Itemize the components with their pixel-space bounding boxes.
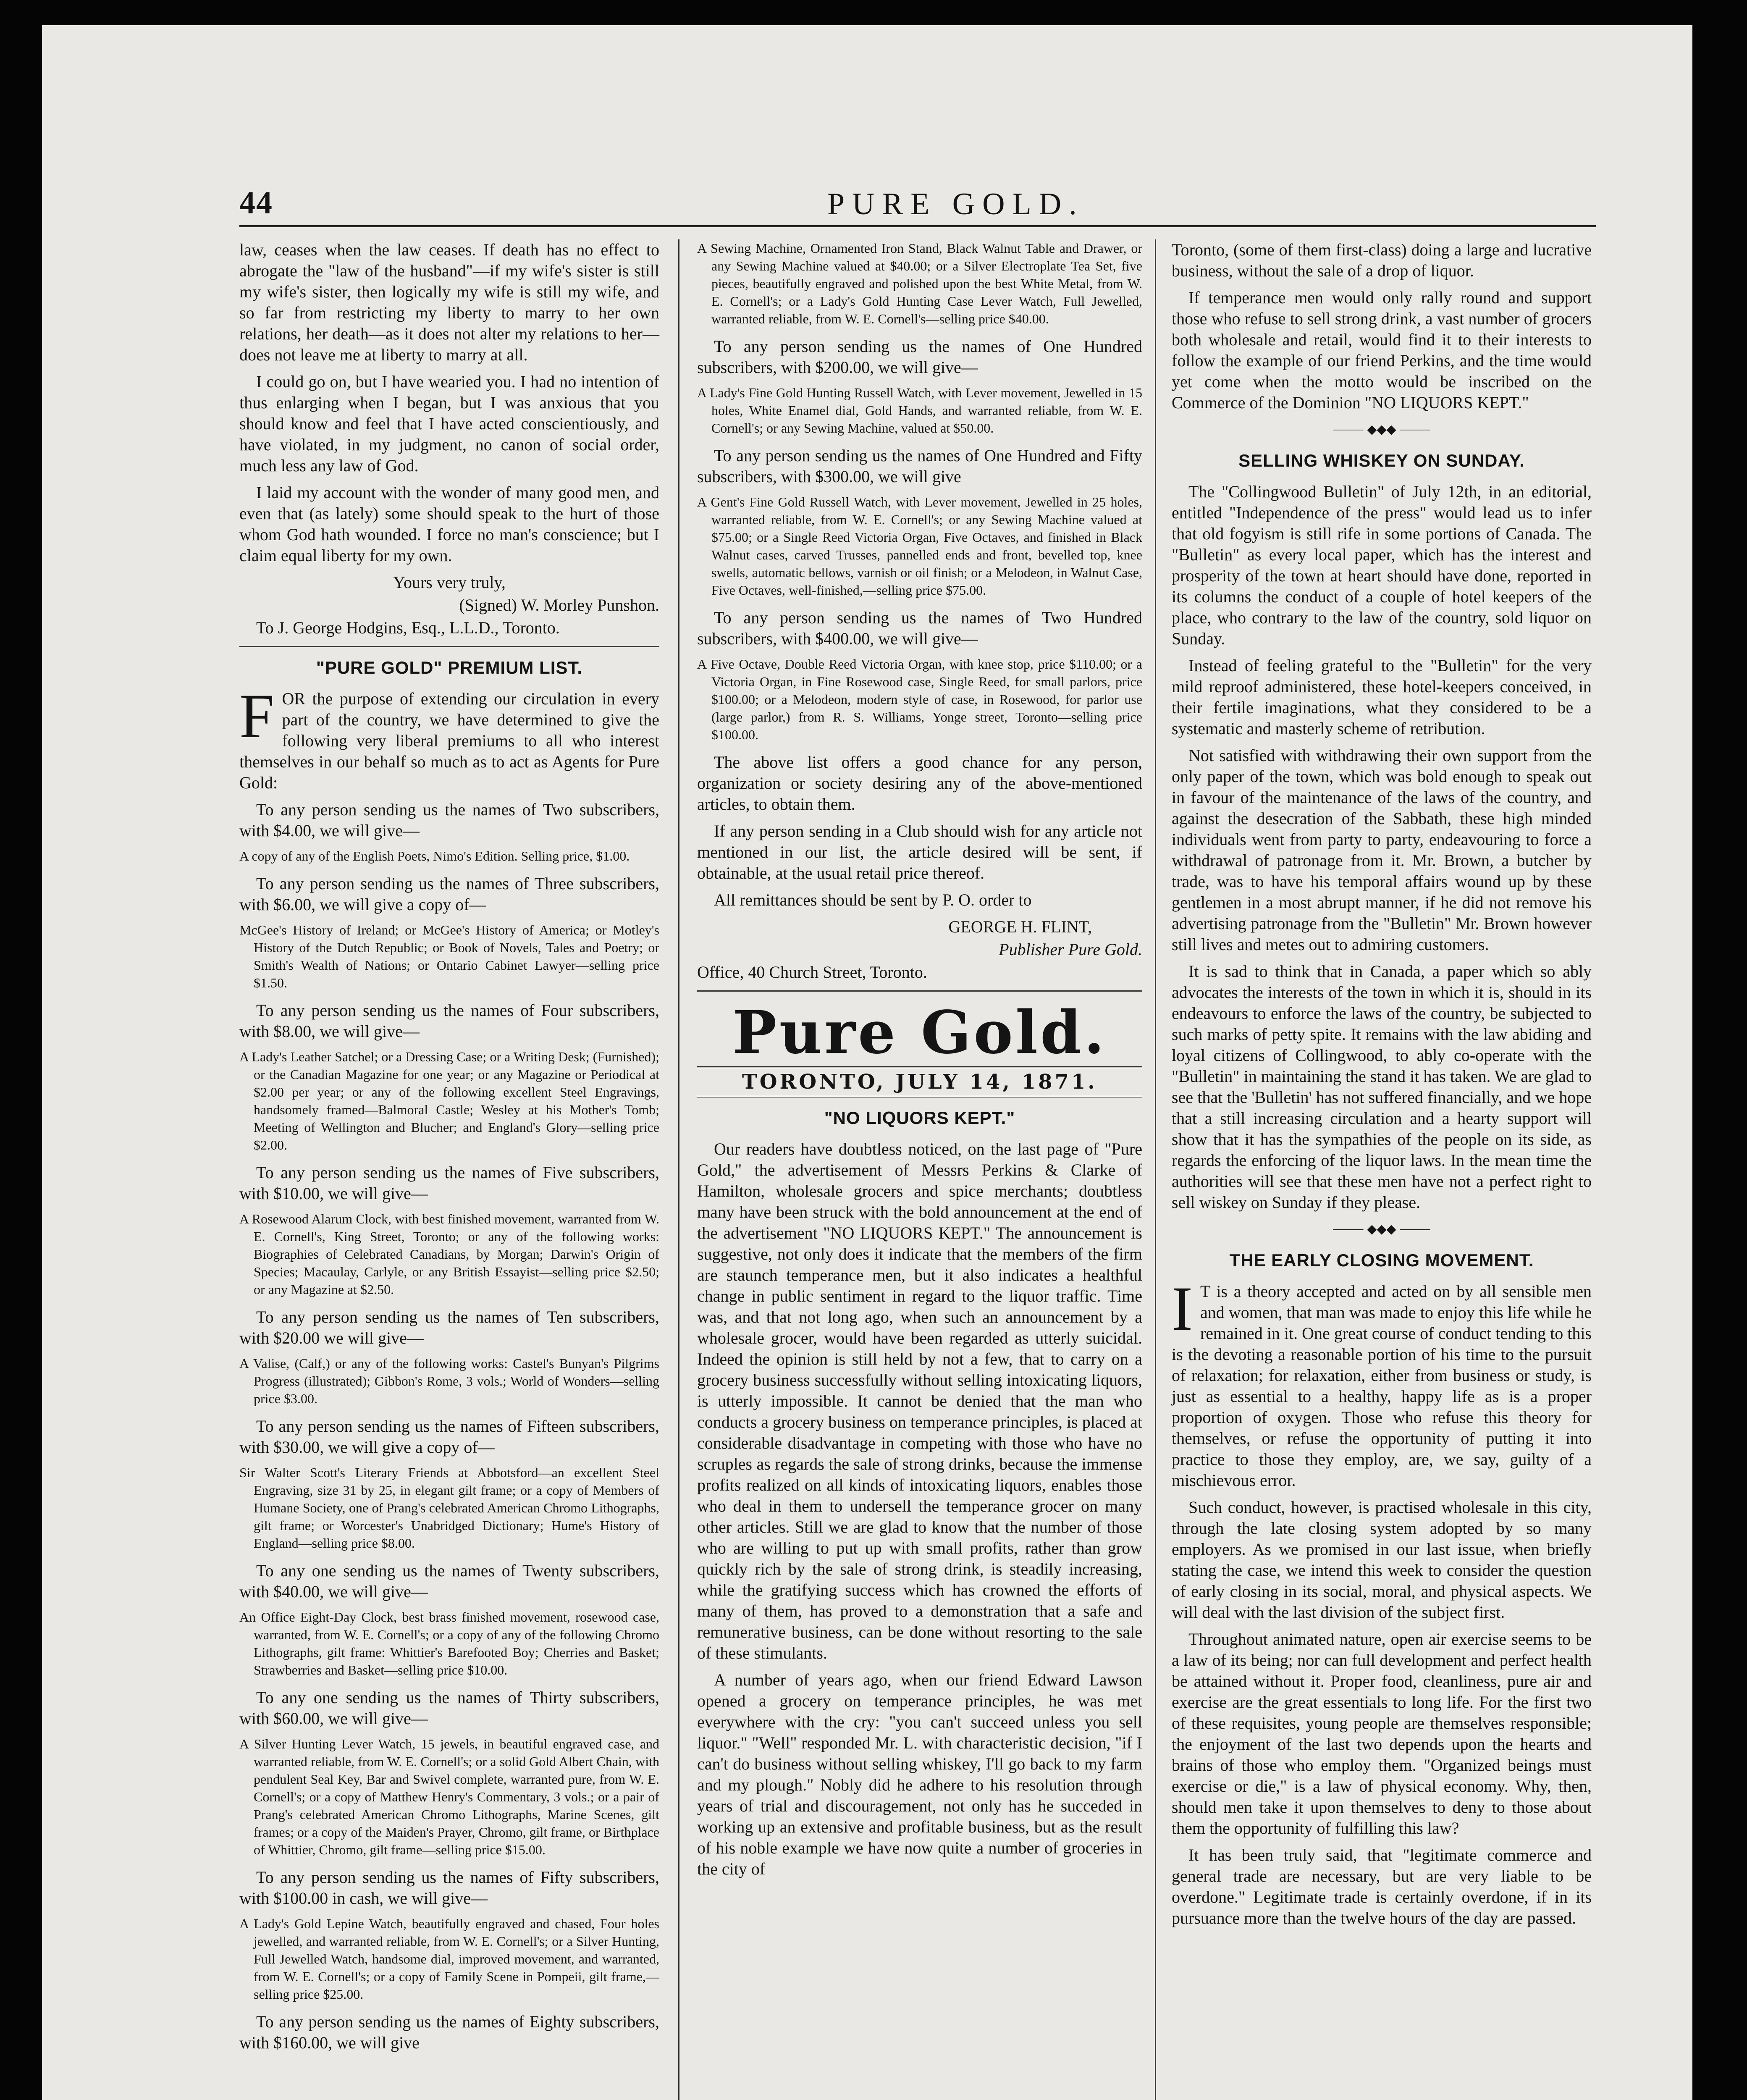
article-paragraph: Toronto, (some of them first-class) doing a large and lucrative business, without the sale of a drop of liquor. (1172, 240, 1592, 280)
letter-paragraph: I laid my account with the wonder of many good men, and even that (as lately) some should speak to the hurt of those whom God hath wounded. I force no man's conscience; but I claim equal liberty for my own. (239, 483, 659, 565)
article-paragraph: Our readers have doubtless noticed, on the last page of "Pure Gold," the advertisement of Messrs Perkins & Clarke of Hamilton, wholesale grocers and spice merchants; doubtless many have been struck with the bold announcement at the end of the advertisement "NO LIQUORS KEPT." The announcement is suggestive, not only does it indicate that the members of the firm are staunch temperance men, but it also indicates a healthful change in public sentiment in regard to the liquor traffic. Time was, and that not long ago, when such an announcement by a wholesale grocer, would have been regarded as utterly suicidal. Indeed the opinion is still held by not a few, that to carry on a grocery business successfully without selling intoxicating liquors, is utterly impossible. It cannot be denied that the man who conducts a grocery business on temperance principles, is placed at considerable disadvantage in competing with those who have no scruples as regards the sale of strong drinks, because the immense profits realized on all kinds of intoxicating liquors, enables those who deal in them to undersell the temperance grocer on many other articles. Still we are glad to know that the number of those who are willing to put up with small profits, rather than grow quickly rich by the sale of strong drink, is steadily increasing, while the gratifying success which has crowned the efforts of many of them, has proved to a demonstration that a safe and remunerative business, can be done without resorting to the sale of these stimulants. (697, 1139, 1142, 1662)
column-2 (697, 239, 1142, 1885)
premium-detail: A Sewing Machine, Ornamented Iron Stand, Black Walnut Table and Drawer, or any Sewing Machine valued at $40.00; or a Silver Electroplate Tea Set, five pieces, beautifully engraved and polished upon the best White Metal, from W. E. Cornell's; or a Lady's Gold Hunting Case Lever Watch, Full Jewelled, warranted reliable, from W. E. Cornell's—selling price $40.00. (697, 241, 1142, 326)
column-rule (1155, 239, 1156, 2100)
premium-offer: To any one sending us the names of Thirty subscribers, with $60.00, we will give— (239, 1688, 659, 1728)
column-rule (678, 239, 679, 2100)
letter-addressee: To J. George Hodgins, Esq., L.L.D., Toronto. (256, 618, 560, 637)
article-paragraph: It is sad to think that in Canada, a paper which so ably advocates the interests of the town in which it is, should in its endeavours to enforce the laws of the country, be subjected to such marks of petty spite. It remains with the law abiding and loyal citizens of Collingwood, to ably co-operate with the "Bulletin" in maintaining the stand it has taken. We are glad to see that the 'Bulletin' has not suffered financially, and we hope that a still increasing circulation and a hearty support will show that it has the sympathies of the people on its side, as regards the enforcing of the liquor laws. In the mean time the authorities will see that these men have not a perfect right to sell wiskey on Sunday if they please. (1172, 962, 1592, 1212)
page-number: 44 (239, 185, 273, 220)
article-paragraph: If temperance men would only rally round and support those who refuse to sell strong drink, a vast number of grocers both wholesale and retail, would find it to their interests to follow the example of our friend Perkins, and the time would yet come when the motto would be inscribed on the Commerce of the Dominion "NO LIQUORS KEPT." (1172, 288, 1592, 412)
premium-detail: A Rosewood Alarum Clock, with best finished movement, warranted from W. E. Cornell's, King Street, Toronto; or any of the following works: Biographies of Celebrated Canadians, by Morgan; Darwin's Origin of Species; Macaulay, Carlyle, or any British Essayist—selling price $2.50; or any Magazine at $2.50. (239, 1211, 659, 1297)
letter-paragraph: law, ceases when the law ceases. If death has no effect to abrogate the "law of the husband"—if my wife's sister is still my wife's sister, then logically my wife is still my wife, and so far from restricting my liberty to marry to her own relations, her death—as it does not alter my relations to her—does not leave me at liberty to marry at all. (239, 240, 659, 364)
premium-list-heading: "PURE GOLD" PREMIUM LIST. (316, 658, 583, 677)
ornament-divider: ⸻ ◆◆◆ ⸻ (1333, 1222, 1431, 1236)
body-paragraph: The above list offers a good chance for any person, organization or society desiring any of the above-mentioned articles, to obtain them. (697, 753, 1142, 814)
premium-offer: To any person sending us the names of Fifteen subscribers, with $30.00, we will give a copy of— (239, 1417, 659, 1457)
publisher-title: Publisher Pure Gold. (999, 940, 1142, 959)
premium-detail: A copy of any of the English Poets, Nimo's Edition. Selling price, $1.00. (239, 848, 630, 864)
article-paragraph: Not satisfied with withdrawing their own support from the only paper of the town, which was bold enough to speak out in favour of the maintenance of the laws of the country, and against the desecration of the Sabbath, these high minded individuals went from party to party, endeavouring to force a withdrawal of patronage from it. Mr. Brown, a butcher by trade, was to have his temporal affairs wound up by these gentlemen in a most abrupt manner, if he did not remove his advertising patronage from the "Bulletin" Mr. Brown however still lives and metes out to admiring customers. (1172, 746, 1592, 954)
premium-offer: To any person sending us the names of Two Hundred subscribers, with $400.00, we will give— (697, 608, 1142, 648)
premium-offer: To any person sending us the names of Five subscribers, with $10.00, we will give— (239, 1163, 659, 1203)
drop-cap: F (239, 681, 275, 751)
premium-detail: A Lady's Fine Gold Hunting Russell Watch, with Lever movement, Jewelled in 15 holes, White Enamel dial, Gold Hands, and warranted reliable, from W. E. Cornell's; or any Sewing Machine, valued at $50.00. (697, 385, 1142, 436)
letter-signature: (Signed) W. Morley Punshon. (459, 596, 659, 614)
article-paragraph (1172, 1274, 1592, 1491)
article-paragraph: Throughout animated nature, open air exercise seems to be a law of its being; nor can full development and perfect health be attained without it. Proper food, cleanliness, pure air and exercise are the great essentials to long life. For the first two of these requisites, young people are themselves responsible; the enjoyment of the last two depends upon the hearts and brains of those who employ them. "Organized beings must exercise or die," is a law of physical economy. Why, then, should men take it upon themselves to deny to those about them the opportunity of fulfilling this law? (1172, 1630, 1592, 1838)
office-address: Office, 40 Church Street, Toronto. (697, 963, 927, 982)
page-header (239, 185, 1596, 231)
article-text: T is a theory accepted and acted on by all sensible men and women, that man was made to enjoy this life while he remained in it. One great course of conduct tending to this is the devoting a reasonable portion of his time to the pursuit of relaxation; for relaxation, either from business or study, is just as essential to a healthy, happy life as is a proper proportion of oxygen. Those who refuse this theory for themselves, or refuse the opportunity of putting it into practice to those they employ, are, we say, guilty of a mischievous error. (1172, 1282, 1592, 1490)
liquor-article-heading: "NO LIQUORS KEPT." (824, 1108, 1015, 1128)
header-rule (239, 225, 1596, 227)
premium-offer: To any person sending us the names of Four subscribers, with $8.00, we will give— (239, 1001, 659, 1041)
premium-detail: A Five Octave, Double Reed Victoria Organ, with knee stop, price $110.00; or a Victoria Organ, in Fine Rosewood case, Single Reed, for small parlors, price $100.00; or a Melodeon, modern style of case, in Rosewood, for parlor use (large parlor,) from R. S. Williams, Yonge street, Toronto—selling price $100.00. (697, 656, 1142, 742)
premium-detail: An Office Eight-Day Clock, best brass finished movement, rosewood case, warranted, from W. E. Cornell's; or a copy of any of the following Chromo Lithographs, gilt frame: Whittier's Barefooted Boy; Cherries and Basket; Strawberries and Basket—selling price $10.00. (239, 1609, 659, 1677)
intro-text: OR the purpose of extending our circulation in every part of the country, we have determined to give the following very liberal premiums to all who interest themselves in our behalf so much as to act as Agents for Pure Gold: (239, 689, 659, 792)
newspaper-title: Pure Gold. (732, 998, 1107, 1067)
premium-offer: To any person sending us the names of One Hundred subscribers, with $200.00, we will give— (697, 337, 1142, 377)
article-paragraph: The "Collingwood Bulletin" of July 12th, in an editorial, entitled "Independence of the press" would lead us to infer that old fogyism is still rife in some portions of Canada. The "Bulletin" as every local paper, which has the interest and prosperity of the town at heart should have done, reported in its columns the conduct of a couple of hotel keepers of the place, who contrary to the law of the country, sold liquor on Sunday. (1172, 482, 1592, 648)
letter-closing: Yours very truly, (393, 573, 506, 592)
premium-detail: Sir Walter Scott's Literary Friends at Abbotsford—an excellent Steel Engraving, size 31 by 25, in elegant gilt frame; or a copy of Members of Humane Society, one of Prang's celebrated American Chromo Lithographs, gilt frame; or Worcester's Unabridged Dictionary; Hume's History of England—selling price $8.00. (239, 1465, 659, 1551)
letter-paragraph: I could go on, but I have wearied you. I had no intention of thus enlarging when I began, but I was anxious that you should know and feel that I have acted conscientiously, and have violated, in my judgment, no canon of social order, much less any law of God. (239, 372, 659, 475)
premium-detail: A Silver Hunting Lever Watch, 15 jewels, in beautiful engraved case, and warranted reliable, from W. E. Cornell's; or a solid Gold Albert Chain, with pendulent Seal Key, Bar and Swivel complete, warranted pure, from W. E. Cornell's; or a copy of Matthew Henry's Commentary, 3 vols.; or a pair of Prang's celebrated American Chromo Lithographs, Marine Scenes, gilt frames; or a copy of the Maiden's Prayer, Chromo, gilt frame, or Birthplace of Whittier, Chromo, gilt frame—selling price $15.00. (239, 1736, 659, 1857)
article-paragraph: It has been truly said, that "legitimate commerce and general trade are necessary, but are very liable to be overdone." Legitimate trade is certainly overdone, if in its pursuance more than the twelve hours of the day are passed. (1172, 1845, 1592, 1927)
body-paragraph: If any person sending in a Club should wish for any article not mentioned in our list, the article desired will be sent, if obtainable, at the usual retail price thereof. (697, 822, 1142, 882)
ornament-divider: ⸻ ◆◆◆ ⸻ (1333, 423, 1431, 436)
premium-offer: To any person sending us the names of Three subscribers, with $6.00, we will give a copy of— (239, 874, 659, 914)
newspaper-page (42, 25, 1692, 2100)
premium-detail: A Lady's Leather Satchel; or a Dressing Case; or a Writing Desk; (Furnished); or the Canadian Magazine for one year; or any Magazine or Periodical at $2.00 per year; or any of the following excellent Steel Engravings, handsomely framed—Balmoral Castle; Wesley at his Mother's Tomb; Meeting of Wellington and Blucher; and England's Glory—selling price $2.00. (239, 1049, 659, 1152)
body-paragraph: All remittances should be sent by P. O. order to (714, 890, 1032, 909)
article-paragraph: Such conduct, however, is practised wholesale in this city, through the late closing system adopted by so many employers. As we promised in our last issue, when briefly stating the case, we intend this week to consider the question of early closing in its social, moral, and physical aspects. We will deal with the last division of the subject first. (1172, 1498, 1592, 1622)
column-3 (1172, 239, 1592, 1935)
premium-detail: A Valise, (Calf,) or any of the following works: Castel's Bunyan's Pilgrims Progress (illustrated); Gibbon's Rome, 3 vols.; World of Wonders—selling price $3.00. (239, 1356, 659, 1406)
article-paragraph: A number of years ago, when our friend Edward Lawson opened a grocery on temperance principles, he was met everywhere with the cry: "you can't succeed unless you sell liquor." "Well" responded Mr. L. with characteristic decision, "if I can't do business without selling whiskey, I'll go back to my farm and my plough." Nobly did he adhere to his resolution through years of trial and discouragement, not only has he succeded in working up an extensive and profitable business, but as the result of his noble example we have now quite a number of groceries in the city of (697, 1670, 1142, 1878)
premium-offer: To any one sending us the names of Twenty subscribers, with $40.00, we will give— (239, 1561, 659, 1601)
premium-offer: To any person sending us the names of One Hundred and Fifty subscribers, with $300.00, we will give (697, 446, 1142, 486)
premium-detail: McGee's History of Ireland; or McGee's History of America; or Motley's History of the Dutch Republic; or Book of Novels, Tales and Poetry; or Smith's Wealth of Nations; or Ontario Cabinet Lawyer—selling price $1.50. (239, 922, 659, 990)
premium-offer: To any person sending us the names of Ten subscribers, with $20.00 we will give— (239, 1307, 659, 1347)
publisher-name: GEORGE H. FLINT, (948, 917, 1092, 936)
dateline: TORONTO, JULY 14, 1871. (697, 1066, 1142, 1097)
premium-detail: A Lady's Gold Lepine Watch, beautifully engraved and chased, Four holes jewelled, and warranted reliable, from W. E. Cornell's; or a Silver Hunting, Full Jewelled Watch, handsome dial, improved movement, and warranted, from W. E. Cornell's; or a copy of Family Scene in Pompeii, gilt frame,—selling price $25.00. (239, 1916, 659, 2002)
column-1 (239, 239, 659, 2059)
article-paragraph: Instead of feeling grateful to the "Bulletin" for the very mild reproof administered, these hotel-keepers conceived, in their fertile imaginations, what they considered to be a systematic and masterly scheme of retribution. (1172, 656, 1592, 738)
whiskey-article-heading: SELLING WHISKEY ON SUNDAY. (1238, 451, 1525, 470)
premium-offer: To any person sending us the names of Eighty subscribers, with $160.00, we will give (239, 2012, 659, 2052)
section-divider (697, 990, 1142, 992)
premium-offer: To any person sending us the names of Two subscribers, with $4.00, we will give— (239, 800, 659, 840)
premium-offer: To any person sending us the names of Fifty subscribers, with $100.00 in cash, we will give— (239, 1868, 659, 1908)
drop-cap: I (1172, 1274, 1193, 1344)
early-closing-heading: THE EARLY CLOSING MOVEMENT. (1229, 1250, 1534, 1270)
running-masthead: PURE GOLD. (827, 187, 1084, 221)
premium-intro (239, 681, 659, 793)
premium-detail: A Gent's Fine Gold Russell Watch, with Lever movement, Jewelled in 25 holes, warranted reliable, from W. E. Cornell's; or any Sewing Machine valued at $75.00; or a Single Reed Victoria Organ, Five Octaves, and finished in Black Walnut cases, carved Trusses, pannelled ends and front, bevelled top, knee swells, automatic bellows, varnish or oil finish; or a Melodeon, in Walnut Case, Five Octaves, well-finished,—selling price $75.00. (697, 494, 1142, 598)
section-divider (239, 646, 659, 647)
